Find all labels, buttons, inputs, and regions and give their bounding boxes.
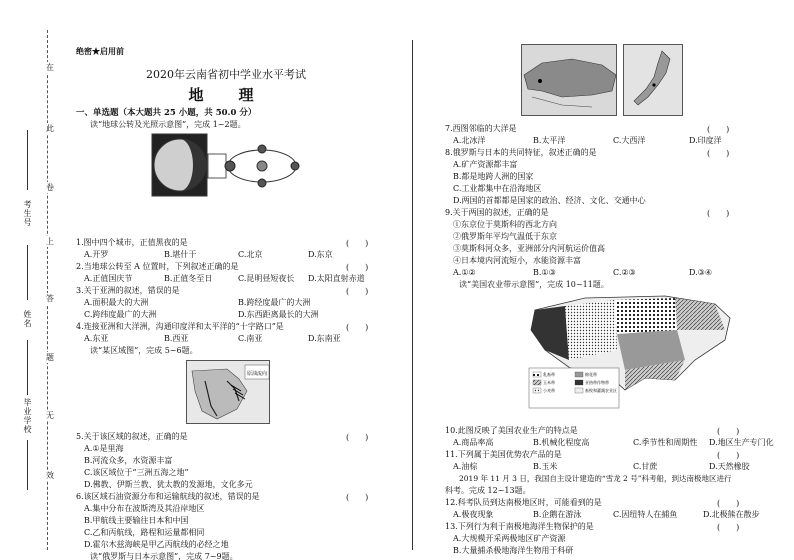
statement: ②俄罗斯年平均气温低于东京 xyxy=(453,232,557,241)
option: D.天然橡胶 xyxy=(709,462,750,471)
option: B.堪什干 xyxy=(164,250,197,259)
option: C.大西洋 xyxy=(613,136,646,145)
option: A.极夜现象 xyxy=(453,510,494,519)
question-stem: 6.该区域石油资源分布和运输航线的叙述，错误的是 xyxy=(76,492,260,501)
option: B.河流众多，水资源丰富 xyxy=(84,456,173,465)
option: A.油棕 xyxy=(453,462,478,471)
option: C.昆明昼短夜长 xyxy=(238,274,295,283)
seal-char: 无 xyxy=(46,411,54,420)
option: C.乙和丙航线，路程和运量都相同 xyxy=(84,528,205,537)
option: D.北极熊在散步 xyxy=(703,510,760,519)
field-name: 姓名 xyxy=(23,310,32,328)
question-stem: 11.下列属于美国优势农产品的是 xyxy=(445,450,562,459)
option: C.甘蔗 xyxy=(633,462,658,471)
option: C.该区域位于“三洲五海之地” xyxy=(84,468,189,477)
answer-paren: ( ) xyxy=(717,427,740,436)
exam-title: 2020年云南省初中学业水平考试 xyxy=(146,68,306,81)
option: A.集中分布在波斯湾及其沿岸地区 xyxy=(84,504,205,513)
read-instruction: 读“美国农业带示意图”，完成 10~11题。 xyxy=(459,280,609,289)
secret-label: 绝密★启用前 xyxy=(76,46,124,56)
option: B.甲航线主要输往日本和中国 xyxy=(84,516,189,525)
answer-paren: ( ) xyxy=(346,263,369,272)
region-map-figure xyxy=(186,360,270,424)
option: A.①② xyxy=(453,268,476,277)
field-line xyxy=(27,340,28,395)
option: C.南亚 xyxy=(238,334,263,343)
answer-paren: ( ) xyxy=(346,239,369,248)
binding-margin xyxy=(0,0,70,560)
option: A.正值国庆节 xyxy=(84,274,133,283)
question-stem: 13.下列行为利于南极地海洋生物保护的是 xyxy=(445,522,594,531)
answer-paren: ( ) xyxy=(707,209,730,218)
option: C.跨纬度最广的大洲 xyxy=(84,310,157,319)
option: A.矿产资源都丰富 xyxy=(453,160,518,169)
option: C.②③ xyxy=(613,268,636,277)
seal-char: 上 xyxy=(46,237,54,246)
statement: ③莫斯科河众多，亚洲部分内河航运价值高 xyxy=(453,244,605,253)
option: B.西亚 xyxy=(164,334,189,343)
option: A.东亚 xyxy=(84,334,109,343)
option: A.大规模开采两极地区矿产资源 xyxy=(453,534,566,543)
subject-title: 地 理 xyxy=(188,86,264,104)
option: A.北冰洋 xyxy=(453,136,486,145)
japan-map-figure xyxy=(623,44,683,116)
option: D.东京 xyxy=(308,250,333,259)
question-stem: 2.当地球公转至 A 位置时，下列叙述正确的是 xyxy=(76,262,239,271)
option: C.季节性和周期性 xyxy=(633,438,698,447)
option: B.玉米 xyxy=(533,462,558,471)
field-line xyxy=(27,440,28,490)
right-column xyxy=(445,40,785,555)
field-line xyxy=(27,130,28,190)
option: D.两国的首都都是国家的政治、经济、文化、交通中心 xyxy=(453,196,646,205)
passage-line: 2019 年 11 月 3 日，我国自主设计建造的“雪龙 2 号”科考船，到达南极地区进行 xyxy=(459,474,732,483)
legend-label: 小麦带 xyxy=(543,388,555,393)
option: B.①③ xyxy=(533,268,556,277)
legend-label: 亚热带作物带 xyxy=(585,380,609,385)
option: D.地区生产专门化 xyxy=(709,438,774,447)
question-stem: 8.俄罗斯与日本的共同特征，叙述正确的是 xyxy=(445,148,597,157)
answer-paren: ( ) xyxy=(346,433,369,442)
option: B.正值冬至日 xyxy=(164,274,213,283)
question-stem: 4.连接亚洲和大洋洲，沟通印度洋和太平洋的“十字路口”是 xyxy=(76,322,284,331)
option: B.大量捕杀极地海洋生物用于科研 xyxy=(453,546,574,555)
statement: ④日本境内河流短小，水能资源丰富 xyxy=(453,256,581,265)
legend-label: 玉米带 xyxy=(543,380,555,385)
option: B.企鹅在游泳 xyxy=(533,510,582,519)
russia-map-figure xyxy=(521,44,617,116)
read-instruction: 读“俄罗斯与日本示意图”，完成 7~9题。 xyxy=(90,552,238,560)
legend-label: 棉花带 xyxy=(585,372,597,377)
legend-label: 乳畜带 xyxy=(543,372,555,377)
option: A.面积最大的大洲 xyxy=(84,298,149,307)
option: C.北京 xyxy=(238,250,263,259)
option: D.印度洋 xyxy=(689,136,722,145)
answer-paren: ( ) xyxy=(717,451,740,460)
option: B.跨经度最广的大洲 xyxy=(238,298,311,307)
seal-char: 在 xyxy=(46,63,54,72)
option: B.太平洋 xyxy=(533,136,566,145)
option: D.③④ xyxy=(689,268,713,277)
question-stem: 9.关于两国的叙述，正确的是 xyxy=(445,208,549,217)
seal-char: 此 xyxy=(46,124,54,133)
field-candidate-number: 考生号 xyxy=(23,200,32,227)
column-divider xyxy=(412,40,413,550)
question-stem: 1.图中四个城市，正值黑夜的是 xyxy=(76,238,188,247)
option: D.佛教、伊斯兰教、犹太教的发源地，文化多元 xyxy=(84,480,253,489)
option: D.东南亚 xyxy=(308,334,341,343)
option: A.开罗 xyxy=(84,250,109,259)
seal-char: 效 xyxy=(46,471,54,480)
question-stem: 3.关于亚洲的叙述，错误的是 xyxy=(76,286,180,295)
earth-orbit-figure xyxy=(150,132,300,198)
question-stem: 12.科考队员到达南极地区时，可能看到的是 xyxy=(445,498,602,507)
field-school: 毕业学校 xyxy=(23,398,32,434)
option: D.东西距离最长的大洲 xyxy=(238,310,319,319)
option: C.工业都集中在沿海地区 xyxy=(453,184,542,193)
answer-paren: ( ) xyxy=(717,499,740,508)
option: B.机械化程度高 xyxy=(533,438,590,447)
passage-line: 科考。完成 12~13题。 xyxy=(445,486,531,495)
answer-paren: ( ) xyxy=(707,149,730,158)
option: D.霍尔木兹海峡是甲乙丙航线的必经之地 xyxy=(84,540,229,549)
left-column xyxy=(76,40,376,560)
seal-char: 题 xyxy=(46,353,54,362)
read-instruction: 读“某区域图”，完成 5~6题。 xyxy=(90,346,198,355)
question-stem: 7.西图邻临的大洋是 xyxy=(445,124,517,133)
section-heading: 一、单选题（本大题共 25 小题，共 50.0 分） xyxy=(76,108,257,118)
statement: ①东京位于莫斯科的西北方向 xyxy=(453,220,557,229)
answer-paren: ( ) xyxy=(346,287,369,296)
option: B.都是地跨人洲的国家 xyxy=(453,172,534,181)
option: C.因纽特人在捕鱼 xyxy=(613,510,678,519)
answer-paren: ( ) xyxy=(346,493,369,502)
option: A.商品率高 xyxy=(453,438,494,447)
option: A.①是里海 xyxy=(84,444,124,453)
question-stem: 5.关于该区域的叙述，正确的是 xyxy=(76,432,188,441)
field-line xyxy=(27,245,28,300)
answer-paren: ( ) xyxy=(346,323,369,332)
answer-paren: ( ) xyxy=(717,523,740,532)
legend-label: 畜牧和灌溉农业区 xyxy=(585,388,617,393)
usa-agriculture-map xyxy=(525,290,745,410)
question-stem: 10.此图反映了美国农业生产的特点是 xyxy=(445,426,578,435)
option: D.太阳直射赤道 xyxy=(308,274,365,283)
map-legend-label: 原油流向 xyxy=(247,371,268,377)
read-instruction: 读“地球公转及光照示意图”，完成 1~2题。 xyxy=(90,120,246,129)
seal-char: 答 xyxy=(46,294,54,303)
answer-paren: ( ) xyxy=(707,125,730,134)
seal-char: 卷 xyxy=(46,183,54,192)
